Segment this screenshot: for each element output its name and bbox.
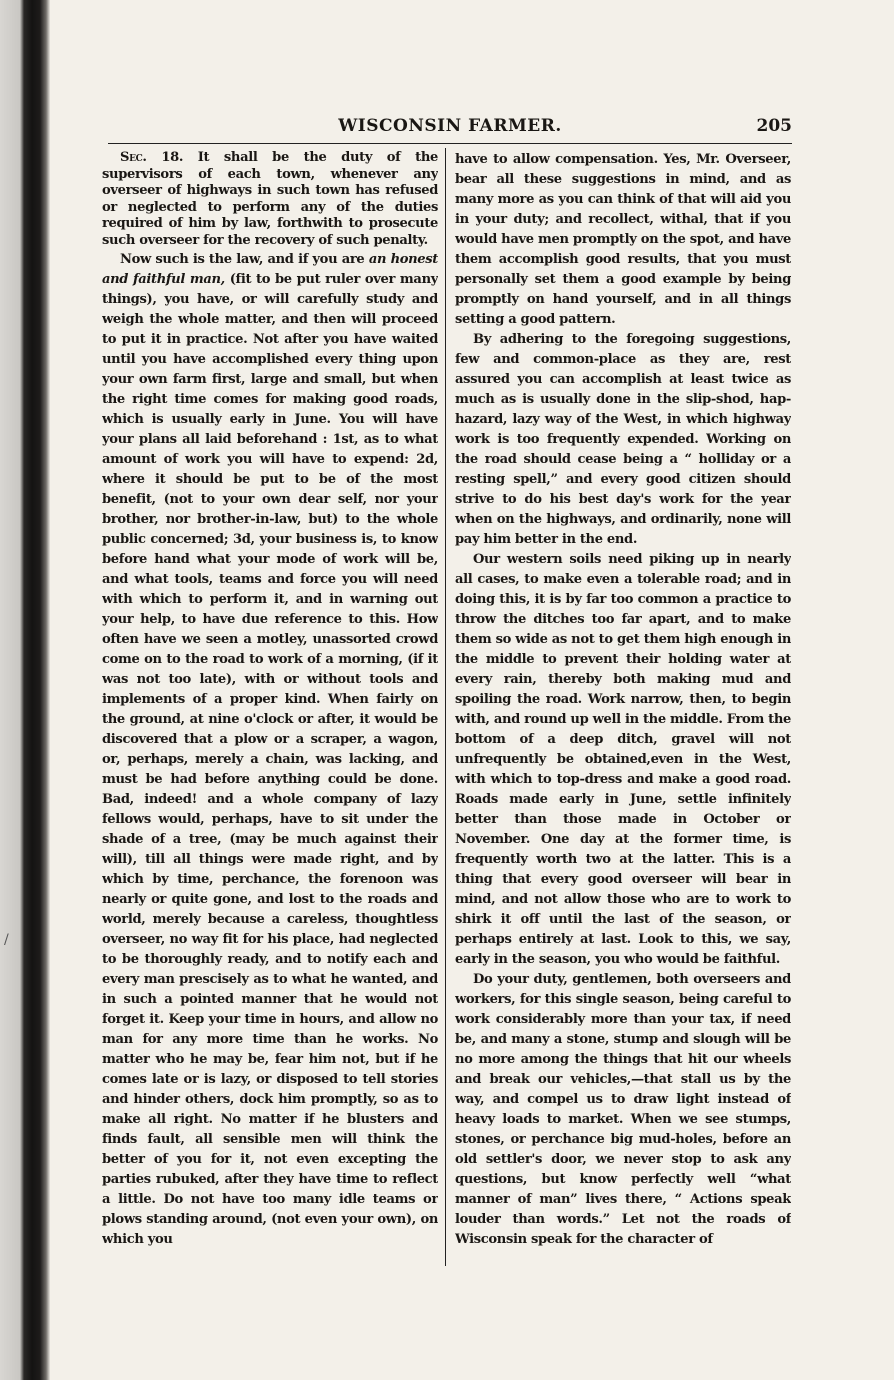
running-header <box>108 116 792 142</box>
right-column <box>455 150 791 1268</box>
column-divider <box>445 148 446 1266</box>
body-paragraph <box>102 250 438 1250</box>
margin-mark: / <box>4 932 9 948</box>
body-paragraph: By adhering to the foregoing suggestions, few and common-place as they are, rest assured you can accomplish at least twice as much as is usually done in the slip-shod, hap-hazard, lazy way of the West, in which highway work is too frequently expended. Working on the road should cease being a “ holliday or a resting spell,” and every good citizen should strive to do his best day's work for the year when on the highways, and ordinarily, none will pay him better in the end. <box>455 332 791 547</box>
page-number: 205 <box>756 116 792 136</box>
paragraph-text: (fit to be put ruler over many things), you have, or will carefully study and weigh the whole matter, and then will proceed to put it in practice. Not after you have waited until you have accomplished every thing upon your own farm first, large and small, but when the right time comes for making good roads, which is usually early in June. You will have your plans all laid beforehand : 1st, as to what amount of work you will have to expend: 2d, where it should be put to be of the most benefit, (not to your own dear self, nor your brother, nor brother-in-law, but) to the whole public concerned; 3d, your business is, to know before hand what your mode of work will be, and what tools, teams and force you will need with which to perform it, and in warning out your help, to have due reference to this. How often have we seen a motley, unassorted crowd come on to the road to work of a morning, (if it was not too late), with or without tools and implements of a proper kind. When fairly on the ground, at nine o'clock or after, it would be discovered that a plow or a scraper, a wagon, or, perhaps, merely a chain, was lacking, and must be had before anything could be done. Bad, indeed! and a whole company of lazy fellows would, perhaps, have to sit under the shade of a tree, (may be much against their will), till all things were made right, and by which by time, perchance, the forenoon was nearly or quite gone, and lost to the roads and world, merely because a careless, thoughtless overseer, no way fit for his place, had neglected to be thoroughly ready, and to notify each and every man prescisely as to what he wanted, and in such a pointed manner that he would not forget it. Keep your time in hours, and allow no man for any more time than he works. No matter who he may be, fear him not, but if he comes late or is lazy, or disposed to tell stories and hinder others, dock him promptly, so as to make all right. No matter if he blusters and finds fault, all sensible men will think the better of you for it, not even excepting the parties rubuked, after they have time to reflect a little. Do not have too many idle teams or plows standing around, (not even your own), on which you <box>102 271 438 1247</box>
book-spine-shadow <box>0 0 50 1380</box>
header-rule <box>108 143 792 144</box>
running-title: WISCONSIN FARMER. <box>338 116 562 136</box>
emphasis-text: an honest and faithful man, <box>102 251 438 287</box>
body-paragraph: Our western soils need piking up in nearly all cases, to make even a tolerable road; and in doing this, it is by far too common a practice to throw the ditches too far apart, and to make them so wide as not to get them high enough in the middle to prevent their holding water at every rain, thereby both making mud and spoiling the road. Work narrow, then, to begin with, and round up well in the middle. From the bottom of a deep ditch, gravel will not unfrequently be obtained,even in the West, with which to top-dress and make a good road. Roads made early in June, settle infinitely better than those made in October or November. One day at the former time, is frequently worth two at the latter. This is a thing that every good overseer will bear in mind, and not allow those who are to work to shirk it off until the last of the season, or perhaps entirely at last. Look to this, we say, early in the season, you who would be faithful. <box>455 552 791 967</box>
statute-text: It shall be the duty of the supervisors of each town, whenever any overseer of highways in such town has refused or neglected to perform any of the duties required of him by law, forthwith to prosecute such overseer for the recovery of such penalty. <box>102 150 438 248</box>
body-paragraph: have to allow compensation. Yes, Mr. Overseer, bear all these suggestions in mind, and as many more as you can think of that will aid you in your duty; and recollect, withal, that if you would have men promptly on the spot, and have them accomplish good results, that you must personally set them a good example by being promptly on hand yourself, and in all things setting a good pattern. <box>455 152 791 327</box>
left-column <box>102 150 438 1268</box>
body-paragraph: Do your duty, gentlemen, both overseers and workers, for this single season, being careful to work considerably more than your tax, if need be, and many a stone, stump and slough will be no more among the things that hit our wheels and break our vehicles,—that stall us by the way, and compel us to draw light instead of heavy loads to market. When we see stumps, stones, or perchance big mud-holes, before an old settler's door, we never stop to ask any questions, but know perfectly well “what manner of man” lives there, “ Actions speak louder than words.” Let not the roads of Wisconsin speak for the character of <box>455 972 791 1247</box>
statute-paragraph <box>102 150 438 250</box>
paragraph-text: Now such is the law, and if you are <box>120 251 369 267</box>
section-label: Sec. 18. <box>120 150 184 165</box>
